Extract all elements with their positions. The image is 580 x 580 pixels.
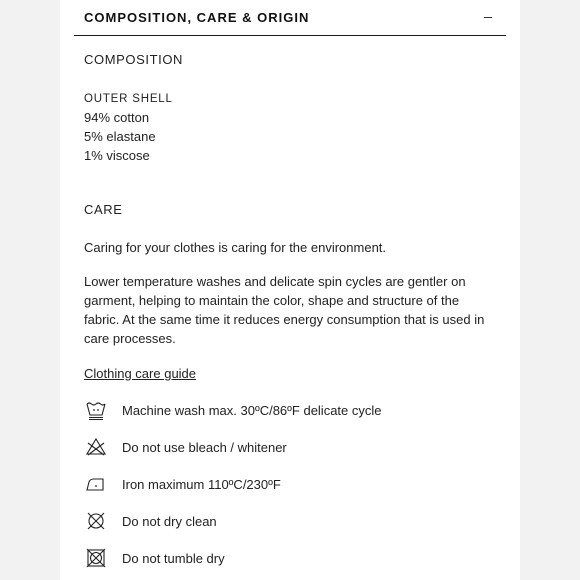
accordion-header[interactable] [74, 0, 506, 36]
care-description: Lower temperature washes and delicate spin cycles are gentler on garment, helping to maintain the color, shape and structure of the fabric. At the same time it reduces energy consumption that is used in care processes. [84, 274, 485, 346]
no-dry-clean-icon [84, 509, 108, 533]
no-tumble-dry-icon [84, 546, 108, 570]
care-instruction-item [84, 435, 504, 459]
no-bleach-icon [84, 435, 108, 459]
care-instruction-label: Do not dry clean [122, 513, 217, 529]
composition-heading: COMPOSITION [84, 52, 184, 67]
accordion-title: COMPOSITION, CARE & ORIGIN [84, 10, 310, 25]
care-instruction-item [84, 398, 504, 422]
care-instruction-label: Do not tumble dry [122, 550, 225, 566]
care-heading: CARE [84, 202, 123, 217]
care-instruction-label: Do not use bleach / whitener [122, 439, 287, 455]
material-item: 94% cotton [84, 110, 150, 125]
composition-care-panel [60, 0, 520, 580]
care-instruction-label: Machine wash max. 30ºC/86ºF delicate cycle [122, 402, 382, 418]
material-item: 1% viscose [84, 148, 150, 163]
composition-part-label: OUTER SHELL [84, 93, 173, 105]
iron-low-icon [84, 472, 108, 496]
material-item: 5% elastane [84, 129, 156, 144]
care-instruction-item [84, 472, 504, 496]
care-instruction-item [84, 546, 504, 570]
clothing-care-guide-link[interactable]: Clothing care guide [84, 366, 197, 381]
wash-30-delicate-icon [84, 398, 108, 422]
care-instruction-item [84, 509, 504, 533]
care-instruction-label: Iron maximum 110ºC/230ºF [122, 476, 281, 492]
care-intro: Caring for your clothes is caring for the environment. [84, 240, 387, 255]
minus-icon[interactable] [478, 8, 498, 28]
